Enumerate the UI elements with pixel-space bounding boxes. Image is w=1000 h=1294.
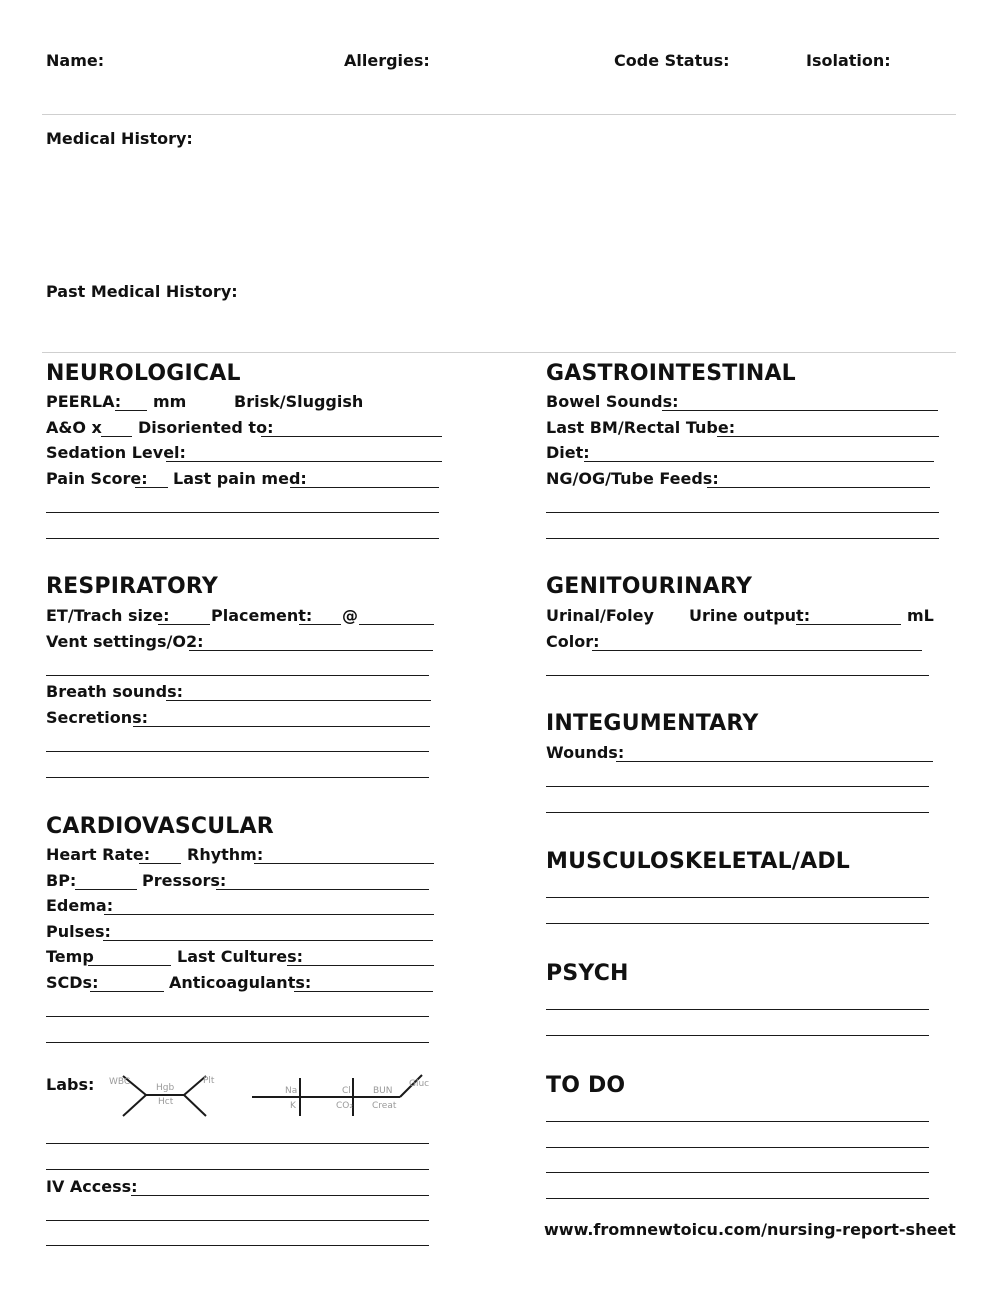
to-do-heading: TO DO [546,1073,626,1098]
gu-notes-line[interactable] [546,675,929,676]
k-label: K [290,1101,296,1111]
heart-rate-line[interactable] [139,863,181,864]
placement-at-line[interactable] [359,624,434,625]
to-do-line[interactable] [546,1147,929,1148]
divider [42,352,956,353]
musculoskeletal-heading: MUSCULOSKELETAL/ADL [546,849,851,874]
genitourinary-heading: GENITOURINARY [546,574,753,599]
wounds-line[interactable] [616,761,933,762]
msk-notes-line[interactable] [546,923,929,924]
diet-label: Diet: [546,443,590,462]
to-do-line[interactable] [546,1172,929,1173]
cl-label: Cl [342,1086,351,1096]
vent-notes-line[interactable] [46,675,429,676]
to-do-line[interactable] [546,1198,929,1199]
urinal-foley-label: Urinal/Foley [546,606,654,625]
labs-notes-line[interactable] [46,1169,429,1170]
disoriented-label: Disoriented to: [138,418,274,437]
respiratory-heading: RESPIRATORY [46,574,218,599]
footer-url: www.fromnewtoicu.com/nursing-report-sheet [544,1220,956,1239]
last-bm-label: Last BM/Rectal Tube: [546,418,736,437]
labs-label: Labs: [46,1075,95,1094]
et-trach-label: ET/Trach size: [46,606,170,625]
na-label: Na [285,1086,298,1096]
resp-notes-line[interactable] [46,751,429,752]
vent-settings-label: Vent settings/O2: [46,632,204,651]
ng-og-tube-feeds-label: NG/OG/Tube Feeds: [546,469,719,488]
gi-notes-line[interactable] [546,512,939,513]
placement-line[interactable] [299,624,341,625]
pressors-label: Pressors: [142,871,227,890]
medical-history-label: Medical History: [46,129,193,148]
cardio-notes-line[interactable] [46,1042,429,1043]
breath-sounds-line[interactable] [166,700,431,701]
diet-line[interactable] [584,461,934,462]
urine-output-line[interactable] [796,624,901,625]
labs-notes-line[interactable] [46,1143,429,1144]
heart-rate-label: Heart Rate: [46,845,151,864]
cardiovascular-heading: CARDIOVASCULAR [46,814,274,839]
color-line[interactable] [592,650,922,651]
last-cultures-line[interactable] [287,965,434,966]
peerla-label: PEERLA: [46,392,122,411]
hgb-label: Hgb [156,1083,175,1093]
integumentary-heading: INTEGUMENTARY [546,711,759,736]
divider [42,114,956,115]
to-do-line[interactable] [546,1121,929,1122]
placement-label: Placement: [211,606,313,625]
bowel-sounds-line[interactable] [662,410,938,411]
allergies-label: Allergies: [344,51,430,70]
psych-notes-line[interactable] [546,1035,929,1036]
scds-label: SCDs: [46,973,99,992]
last-cultures-label: Last Cultures: [177,947,304,966]
name-label: Name: [46,51,105,70]
wounds-label: Wounds: [546,743,625,762]
pulses-label: Pulses: [46,922,111,941]
breath-sounds-label: Breath sounds: [46,682,184,701]
sedation-line[interactable] [166,461,442,462]
iv-notes-line[interactable] [46,1220,429,1221]
gi-notes-line[interactable] [546,538,939,539]
resp-notes-line[interactable] [46,777,429,778]
creat-label: Creat [372,1101,397,1111]
psych-heading: PSYCH [546,961,629,986]
anticoagulants-line[interactable] [294,991,433,992]
et-trach-line[interactable] [158,624,210,625]
at-label: @ [342,606,358,625]
integ-notes-line[interactable] [546,786,929,787]
color-label: Color: [546,632,600,651]
plt-label: Plt [203,1076,215,1086]
anticoagulants-label: Anticoagulants: [169,973,312,992]
iv-access-label: IV Access: [46,1177,138,1196]
pain-score-label: Pain Score: [46,469,148,488]
bmp-fishbone-diagram [250,1070,430,1124]
last-pain-med-line[interactable] [290,487,439,488]
pain-score-line[interactable] [135,487,168,488]
bp-label: BP: [46,871,77,890]
cardio-notes-line[interactable] [46,1016,429,1017]
scds-line[interactable] [90,991,164,992]
ao-line[interactable] [101,436,132,437]
secretions-line[interactable] [133,726,430,727]
rhythm-label: Rhythm: [187,845,264,864]
edema-line[interactable] [104,914,434,915]
msk-notes-line[interactable] [546,897,929,898]
ao-label: A&O x [46,418,102,437]
gastrointestinal-heading: GASTROINTESTINAL [546,361,796,386]
secretions-label: Secretions: [46,708,149,727]
past-medical-history-label: Past Medical History: [46,282,238,301]
neuro-notes-line[interactable] [46,512,439,513]
bowel-sounds-label: Bowel Sounds: [546,392,679,411]
rhythm-line[interactable] [254,863,434,864]
sedation-label: Sedation Level: [46,443,186,462]
co2-label: CO₂ [336,1101,353,1111]
iv-notes-line[interactable] [46,1245,429,1246]
temp-line[interactable] [88,965,171,966]
psych-notes-line[interactable] [546,1009,929,1010]
temp-label: Temp [46,947,94,966]
isolation-label: Isolation: [806,51,891,70]
integ-notes-line[interactable] [546,812,929,813]
neurological-heading: NEUROLOGICAL [46,361,241,386]
code-status-label: Code Status: [614,51,730,70]
brisk-sluggish-label: Brisk/Sluggish [234,392,364,411]
ml-label: mL [907,606,934,625]
peerla-line[interactable] [115,410,147,411]
neuro-notes-line[interactable] [46,538,439,539]
last-pain-med-label: Last pain med: [173,469,307,488]
wbc-label: WBC [109,1077,131,1087]
gluc-label: Gluc [409,1079,430,1089]
mm-label: mm [153,392,187,411]
ng-og-tube-feeds-line[interactable] [707,487,930,488]
bun-label: BUN [373,1086,393,1096]
hct-label: Hct [158,1097,174,1107]
urine-output-label: Urine output: [689,606,811,625]
iv-access-line[interactable] [131,1195,429,1196]
pulses-line[interactable] [103,940,433,941]
pressors-line[interactable] [216,889,429,890]
disoriented-line[interactable] [261,436,442,437]
edema-label: Edema: [46,896,114,915]
vent-settings-line[interactable] [189,650,433,651]
bp-line[interactable] [75,889,137,890]
last-bm-line[interactable] [717,436,939,437]
